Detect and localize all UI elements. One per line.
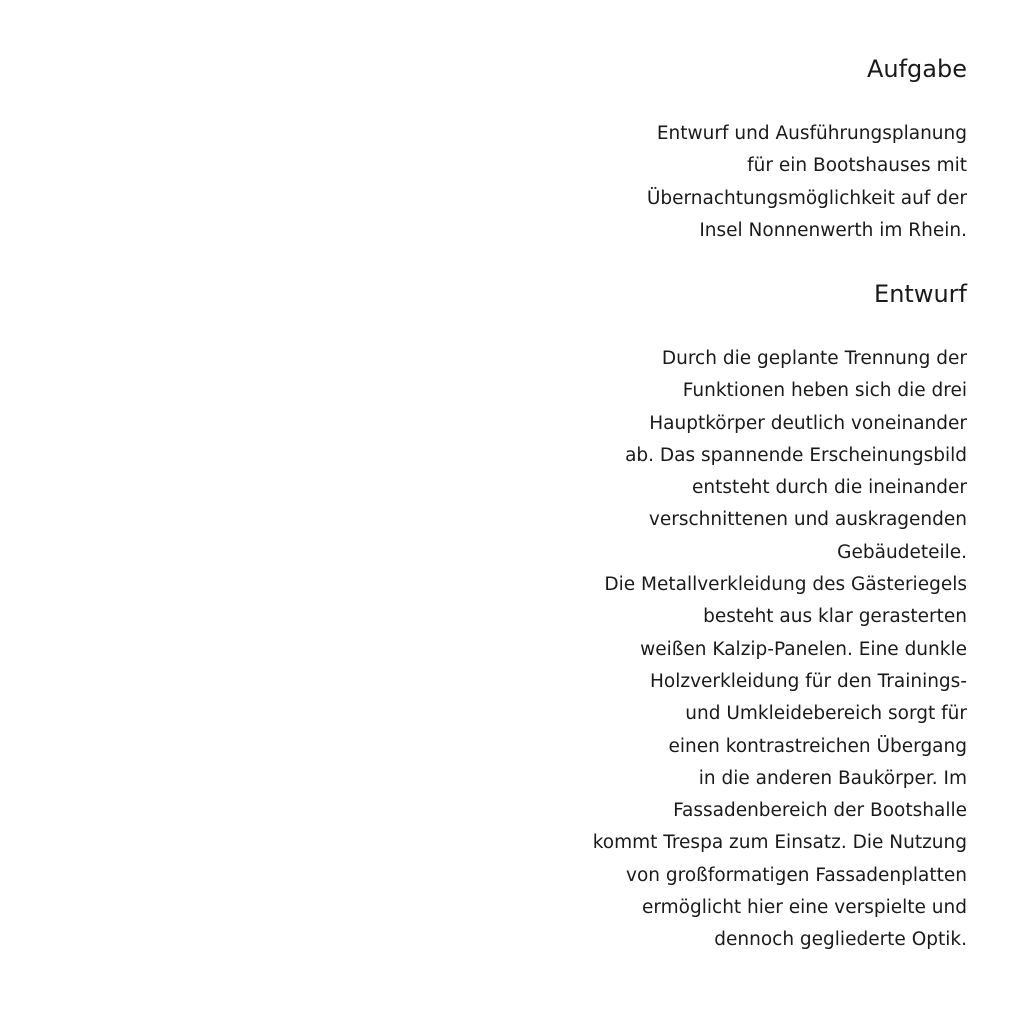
text-line: und Umkleidebereich sorgt für xyxy=(685,703,967,725)
text-line: Holzverkleidung für den Trainings- xyxy=(650,670,967,692)
text-line: besteht aus klar gerasterten xyxy=(703,606,967,628)
text-line: in die anderen Baukörper. Im xyxy=(698,767,967,789)
section-body-entwurf xyxy=(593,343,967,957)
text-line: einen kontrastreichen Übergang xyxy=(668,735,967,757)
section-body-aufgabe xyxy=(647,118,967,247)
text-line: Insel Nonnenwerth im Rhein. xyxy=(699,219,967,241)
text-line: Entwurf und Ausführungsplanung xyxy=(656,123,967,144)
text-line: für ein Bootshauses mit xyxy=(747,155,967,177)
text-line: von großformatigen Fassadenplatten xyxy=(626,864,967,886)
text-line: Durch die geplante Trennung der xyxy=(661,348,967,369)
text-line: Hauptkörper deutlich voneinander xyxy=(649,412,967,434)
text-line: verschnittenen und auskragenden xyxy=(648,509,967,531)
section-heading-aufgabe: Aufgabe xyxy=(866,55,967,83)
text-line: Gebäudeteile. xyxy=(837,541,967,563)
text-line: ermöglicht hier eine verspielte und xyxy=(642,897,967,919)
text-line: weißen Kalzip-Panelen. Eine dunkle xyxy=(640,638,967,660)
text-line: Übernachtungsmöglichkeit auf der xyxy=(646,187,967,209)
text-line: ab. Das spannende Erscheinungsbild xyxy=(625,444,967,466)
text-line: Fassadenbereich der Bootshalle xyxy=(673,800,967,822)
section-heading-entwurf: Entwurf xyxy=(874,280,967,308)
text-line: kommt Trespa zum Einsatz. Die Nutzung xyxy=(592,832,967,854)
text-line: Funktionen heben sich die drei xyxy=(682,380,967,402)
text-line: entsteht durch die ineinander xyxy=(692,477,967,499)
text-line: Die Metallverkleidung des Gästeriegels xyxy=(604,574,967,596)
text-line: dennoch gegliederte Optik. xyxy=(714,929,967,951)
